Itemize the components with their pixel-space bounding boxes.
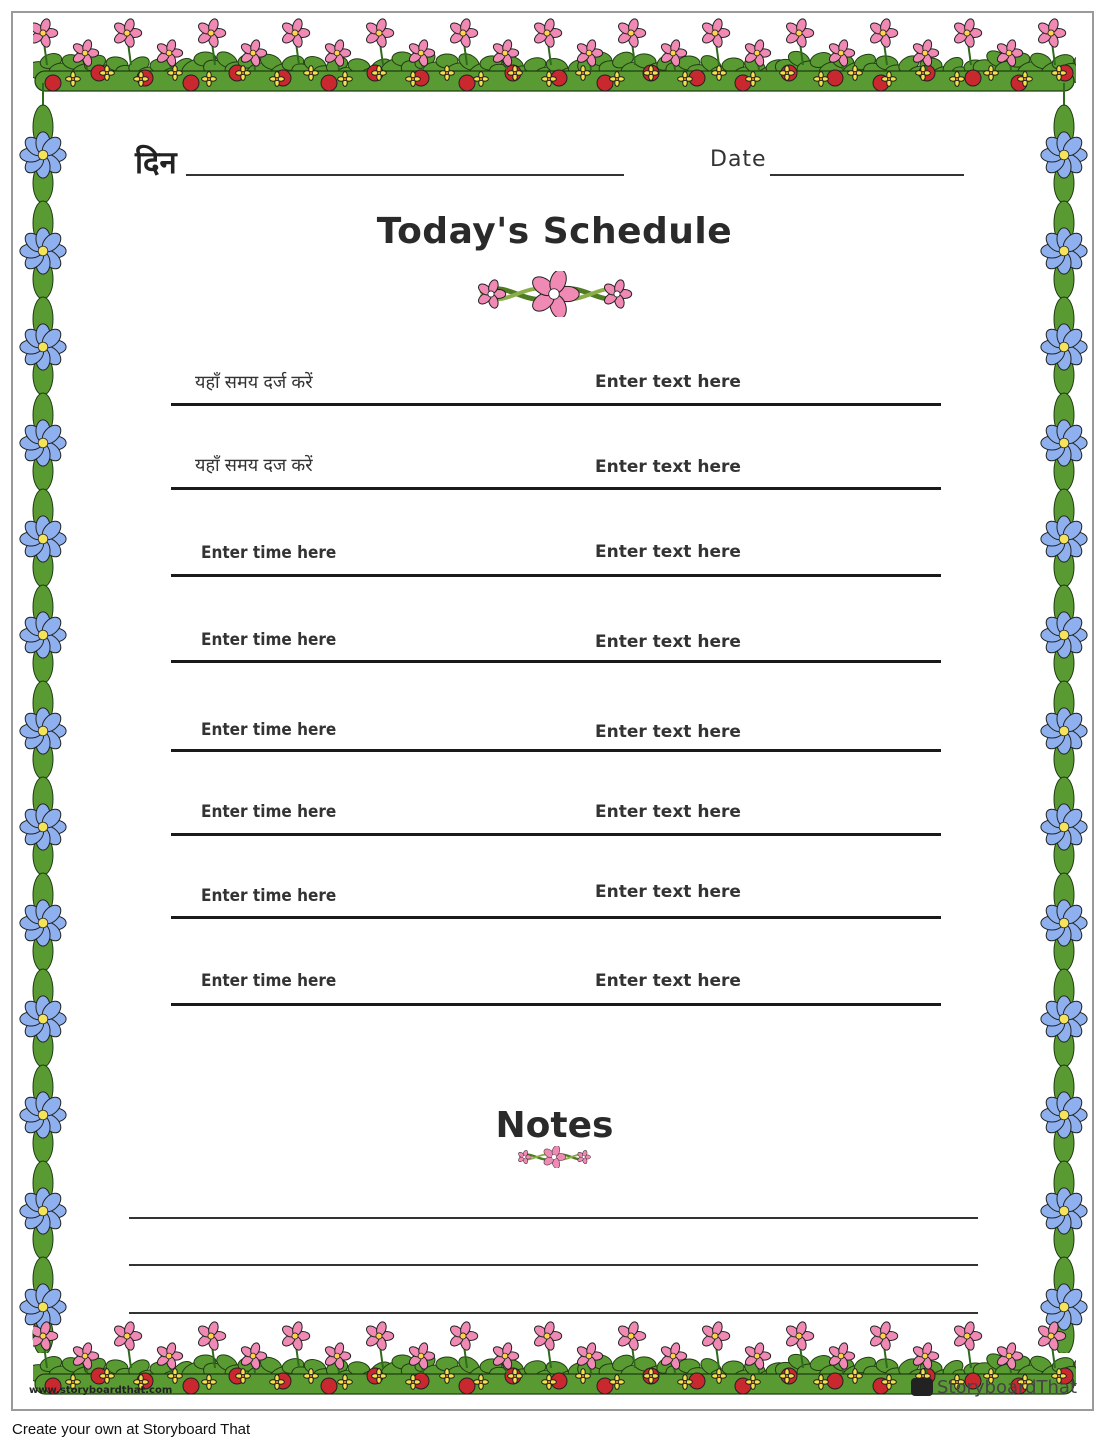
watermark-logo (911, 1377, 1077, 1398)
row-underline (171, 1003, 941, 1006)
worksheet-page (11, 11, 1094, 1411)
watermark-logo-text: StoryboardThat (937, 1377, 1078, 1398)
notes-line[interactable] (129, 1312, 978, 1314)
date-input-line[interactable] (770, 174, 964, 176)
time-entry[interactable]: Enter time here (201, 630, 337, 650)
time-entry[interactable]: Enter time here (201, 802, 337, 822)
row-underline (171, 660, 941, 663)
blue-flower-vine-left-border (13, 83, 73, 1353)
text-entry[interactable]: Enter text here (595, 457, 741, 477)
day-label: दिन (135, 145, 177, 181)
schedule-row (171, 441, 941, 501)
text-entry[interactable]: Enter text here (595, 802, 741, 822)
floral-divider-ornament-small (513, 1146, 595, 1168)
flower-hedge-top-border (33, 15, 1076, 97)
time-entry[interactable]: यहाँ समय दर्ज करें (195, 372, 313, 393)
schedule-row (171, 706, 941, 766)
text-entry[interactable]: Enter text here (595, 971, 741, 991)
row-underline (171, 833, 941, 836)
schedule-row (171, 789, 941, 849)
row-underline (171, 403, 941, 406)
text-entry[interactable]: Enter text here (595, 722, 741, 742)
time-entry[interactable]: Enter time here (201, 971, 337, 991)
text-entry[interactable]: Enter text here (595, 542, 741, 562)
time-entry[interactable]: Enter time here (201, 543, 337, 563)
day-input-line[interactable] (186, 174, 624, 176)
row-underline (171, 574, 941, 577)
row-underline (171, 916, 941, 919)
date-label: Date (710, 147, 767, 172)
time-entry[interactable]: Enter time here (201, 886, 337, 906)
schedule-row (171, 616, 941, 676)
schedule-row (171, 870, 941, 930)
notes-title: Notes (495, 1105, 614, 1146)
time-entry[interactable]: Enter time here (201, 720, 337, 740)
text-entry[interactable]: Enter text here (595, 882, 741, 902)
notes-line[interactable] (129, 1264, 978, 1266)
schedule-title: Today's Schedule (376, 211, 733, 252)
text-entry[interactable]: Enter text here (595, 632, 741, 652)
row-underline (171, 487, 941, 490)
footer-credit[interactable]: Create your own at Storyboard That (12, 1421, 251, 1438)
blue-flower-vine-right-border (1034, 83, 1094, 1353)
notes-line[interactable] (129, 1217, 978, 1219)
schedule-row (171, 358, 941, 418)
schedule-row (171, 528, 941, 588)
row-underline (171, 749, 941, 752)
watermark-url: www.storyboardthat.com (29, 1385, 173, 1396)
schedule-row (171, 957, 941, 1017)
storyboardthat-logo-icon (911, 1378, 933, 1396)
time-entry[interactable]: यहाँ समय दज करें (195, 455, 313, 476)
floral-divider-ornament (467, 271, 641, 317)
text-entry[interactable]: Enter text here (595, 372, 741, 392)
